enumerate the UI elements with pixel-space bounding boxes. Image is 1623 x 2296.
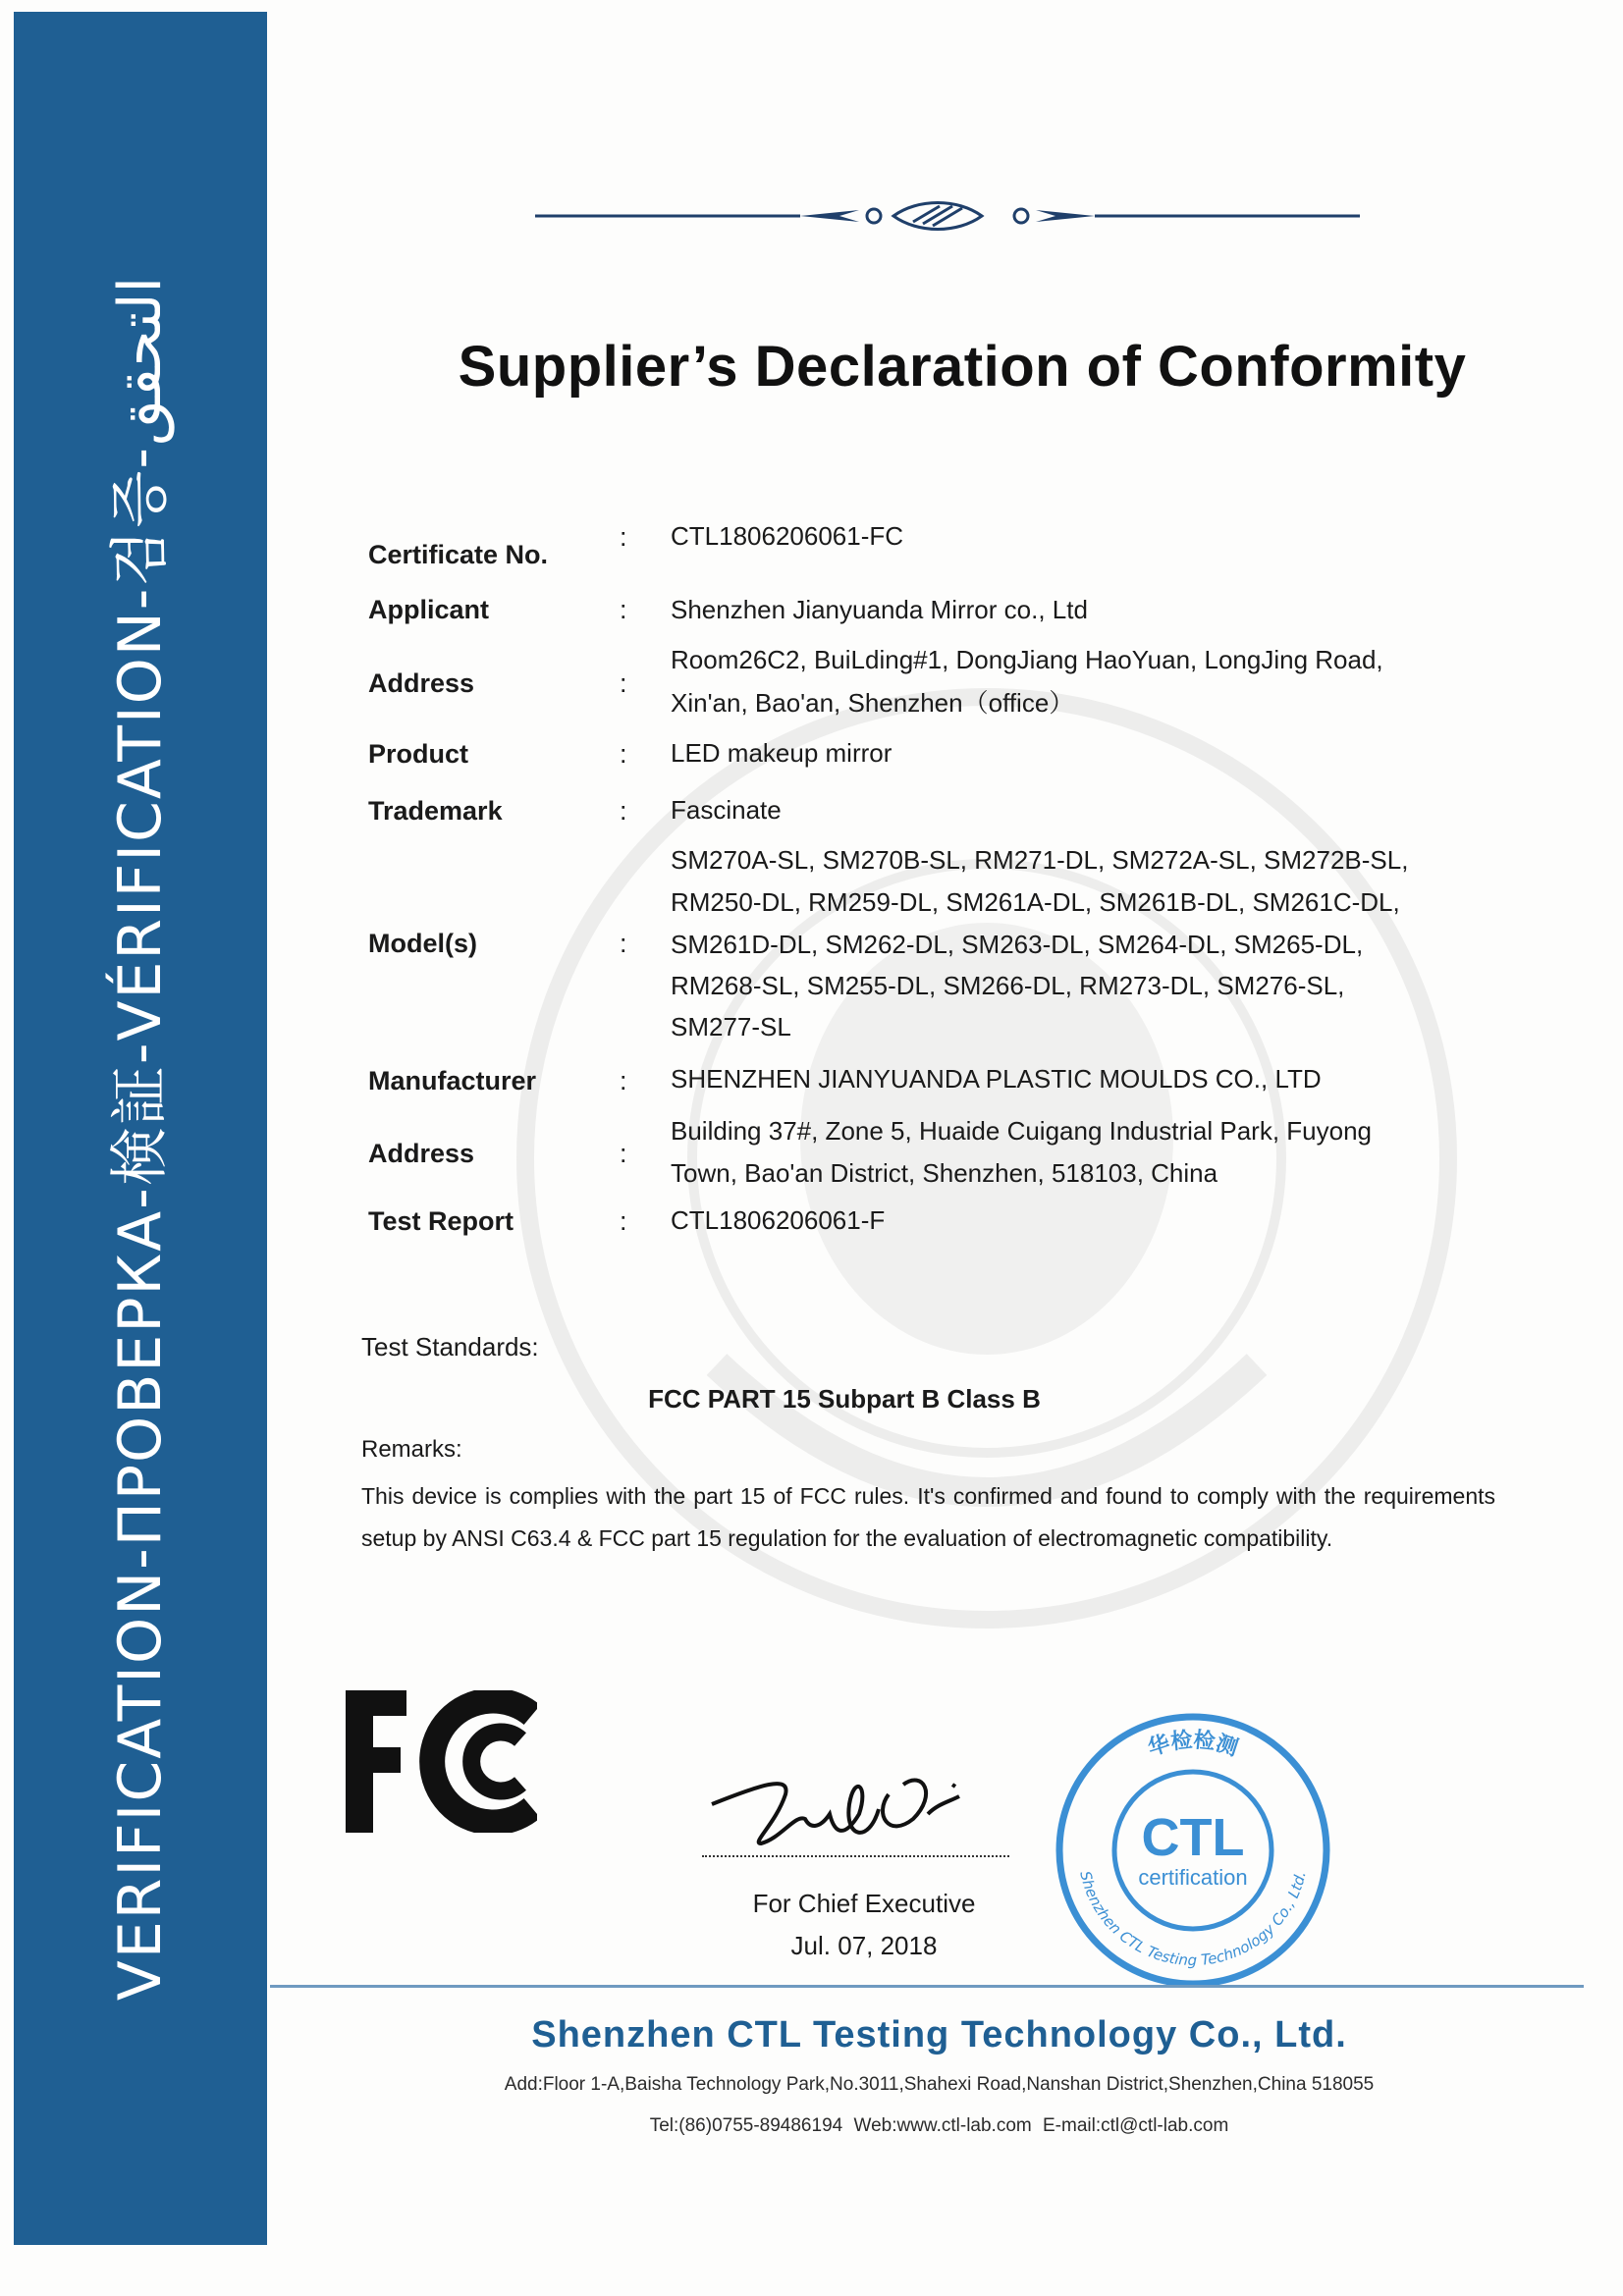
colon: : xyxy=(620,1066,627,1095)
stamp-sub-text: certification xyxy=(1138,1865,1248,1890)
footer-divider xyxy=(270,1985,1584,1988)
test-standards-label: Test Standards: xyxy=(361,1332,539,1362)
value-models-line5: SM277-SL xyxy=(671,1012,791,1041)
fcc-logo-icon xyxy=(346,1690,537,1833)
signature-date: Jul. 07, 2018 xyxy=(790,1931,938,1960)
value-product: LED makeup mirror xyxy=(671,738,893,768)
colon: : xyxy=(620,796,627,826)
signature-line xyxy=(702,1855,1009,1857)
colon: : xyxy=(620,668,627,698)
colon: : xyxy=(620,739,627,769)
value-address-line1: Room26C2, BuiLding#1, DongJiang HaoYuan, LongJing Road, xyxy=(671,645,1383,674)
label-manufacturer: Manufacturer xyxy=(368,1066,537,1095)
sidebar-verification-text: VERIFICATION-ПРОВЕРКА-検証-VÉRIFICATION-검증-التحقق xyxy=(106,276,175,2002)
footer-contact: Tel:(86)0755-89486194 Web:www.ctl-lab.com E-mail:ctl@ctl-lab.com xyxy=(649,2115,1229,2136)
value-certificate-no: CTL1806206061-FC xyxy=(671,521,904,551)
colon: : xyxy=(620,1206,627,1236)
signature-icon xyxy=(702,1745,997,1853)
svg-text:Shenzhen CTL Testing Technolog: Shenzhen CTL Testing Technology Co., Ltd. xyxy=(1076,1869,1310,1970)
value-trademark: Fascinate xyxy=(671,795,782,825)
value-models-line2: RM250-DL, RM259-DL, SM261A-DL, SM261B-DL, SM261C-DL, xyxy=(671,887,1400,917)
value-address-line1: Building 37#, Zone 5, Huaide Cuigang Industrial Park, Fuyong xyxy=(671,1116,1372,1146)
value-manufacturer: SHENZHEN JIANYUANDA PLASTIC MOULDS CO., LTD xyxy=(671,1064,1322,1094)
label-applicant: Applicant xyxy=(368,595,490,624)
label-certificate-no: Certificate No. xyxy=(368,540,549,569)
label-test-report: Test Report xyxy=(368,1206,514,1236)
remarks-label: Remarks: xyxy=(361,1436,462,1463)
value-models-line4: RM268-SL, SM255-DL, SM266-DL, RM273-DL, SM276-SL, xyxy=(671,971,1345,1000)
svg-text:华检检测: 华检检测 xyxy=(1145,1728,1241,1762)
page-title: Supplier’s Declaration of Conformity xyxy=(458,335,1467,399)
label-product: Product xyxy=(368,739,469,769)
colon: : xyxy=(620,522,627,552)
stamp-center-text: CTL xyxy=(1141,1808,1245,1867)
value-models-line3: SM261D-DL, SM262-DL, SM263-DL, SM264-DL, SM265-DL, xyxy=(671,930,1364,959)
footer-address: Add:Floor 1-A,Baisha Technology Park,No.3011,Shahexi Road,Nanshan District,Shenzhen,China 518055 xyxy=(504,2074,1375,2095)
footer-company-name: Shenzhen CTL Testing Technology Co., Ltd. xyxy=(531,2014,1347,2056)
label-address: Address xyxy=(368,1139,475,1168)
value-test-report: CTL1806206061-F xyxy=(671,1205,886,1235)
ctl-certification-stamp-icon xyxy=(1051,1708,1335,1993)
value-applicant: Shenzhen Jianyuanda Mirror co., Ltd xyxy=(671,595,1088,624)
colon: : xyxy=(620,929,627,958)
signatory-title: For Chief Executive xyxy=(752,1889,976,1918)
value-address-line2: Xin'an, Bao'an, Shenzhen（office） xyxy=(671,688,1075,718)
label-models: Model(s) xyxy=(368,929,477,958)
remarks-text: This device is complies with the part 15 of FCC rules. It's confirmed and found to comply with the requirements setup by ANSI C63.4 & FCC part 15 regulation for the evaluation of electromagnetic compatibility. xyxy=(361,1483,1495,1551)
label-trademark: Trademark xyxy=(368,796,503,826)
colon: : xyxy=(620,595,627,624)
test-standards-value: FCC PART 15 Subpart B Class B xyxy=(648,1384,1041,1414)
value-models-line1: SM270A-SL, SM270B-SL, RM271-DL, SM272A-SL, SM272B-SL, xyxy=(671,845,1409,875)
ornament-divider-icon xyxy=(535,194,1360,238)
colon: : xyxy=(620,1139,627,1168)
value-address-line2: Town, Bao'an District, Shenzhen, 518103, China xyxy=(671,1158,1218,1188)
label-address: Address xyxy=(368,668,475,698)
